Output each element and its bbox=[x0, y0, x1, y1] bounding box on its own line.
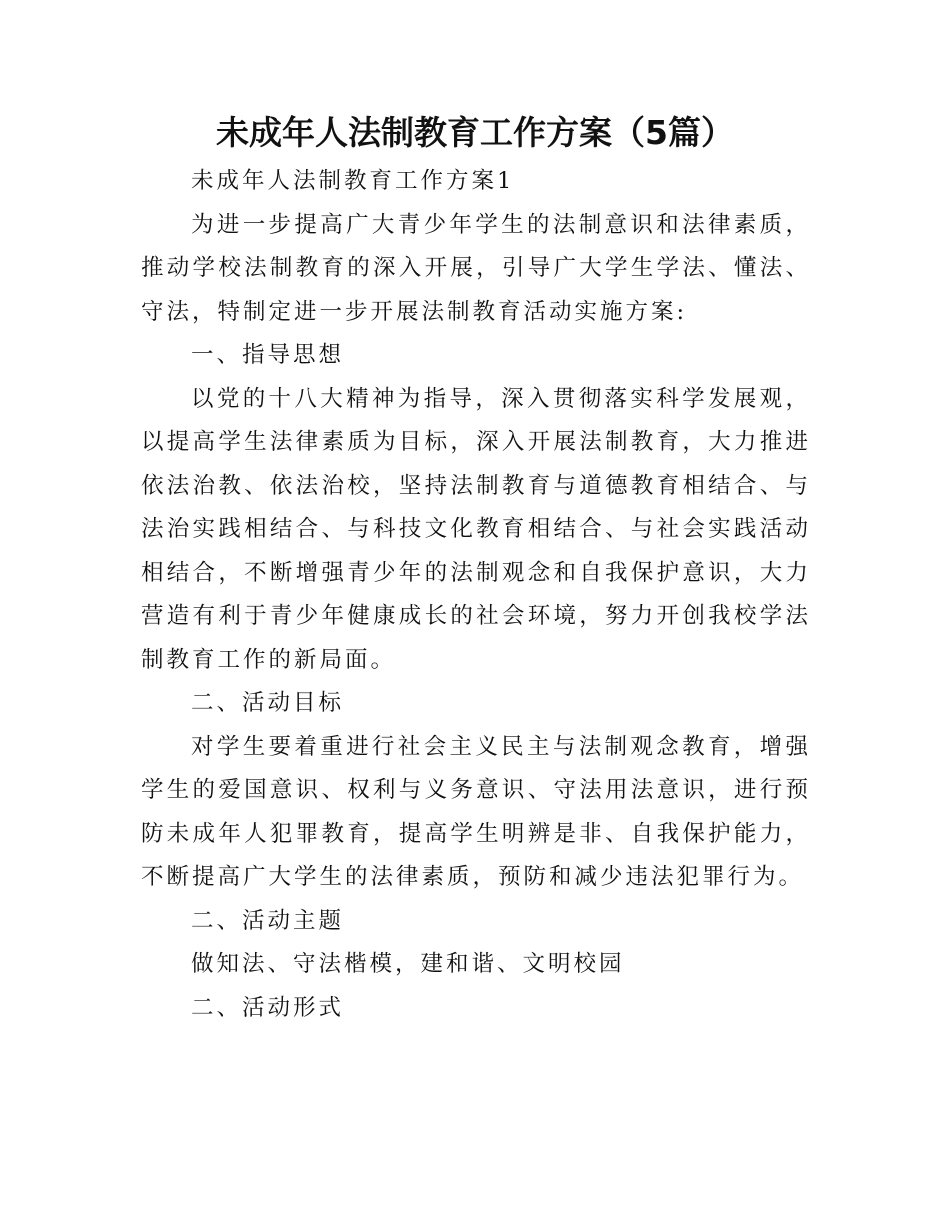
paragraph: 以党的十八大精神为指导，深入贯彻落实科学发展观，以提高学生法律素质为目标，深入开展法制教育，大力推进依法治教、依法治校，坚持法制教育与道德教育相结合、与法治实践相结合、与科技文化教育相结合、与社会实践活动相结合，不断增强青少年的法制观念和自我保护意识，大力营造有利于青少年健康成长的社会环境，努力开创我校学法制教育工作的新局面。 bbox=[141, 385, 811, 673]
paragraph: 做知法、守法楷模，建和谐、文明校园 bbox=[191, 951, 625, 977]
document-body bbox=[141, 160, 811, 1030]
section-heading: 一、指导思想 bbox=[191, 342, 345, 368]
section-heading: 二、活动形式 bbox=[191, 994, 345, 1021]
section-heading: 二、活动目标 bbox=[191, 690, 345, 716]
paragraph: 为进一步提高广大青少年学生的法制意识和法律素质，推动学校法制教育的深入开展，引导广大学生学法、懂法、守法，特制定进一步开展法制教育活动实施方案: bbox=[141, 211, 811, 325]
paragraph: 对学生要着重进行社会主义民主与法制观念教育，增强学生的爱国意识、权利与义务意识、守法用法意识，进行预防未成年人犯罪教育，提高学生明辨是非、自我保护能力，不断提高广大学生的法律素质，预防和减少违法犯罪行为。 bbox=[141, 733, 811, 890]
section-heading: 二、活动主题 bbox=[191, 907, 345, 934]
section-heading: 未成年人法制教育工作方案1 bbox=[191, 168, 515, 194]
document-title: 未成年人法制教育工作方案（5篇） bbox=[216, 113, 734, 152]
